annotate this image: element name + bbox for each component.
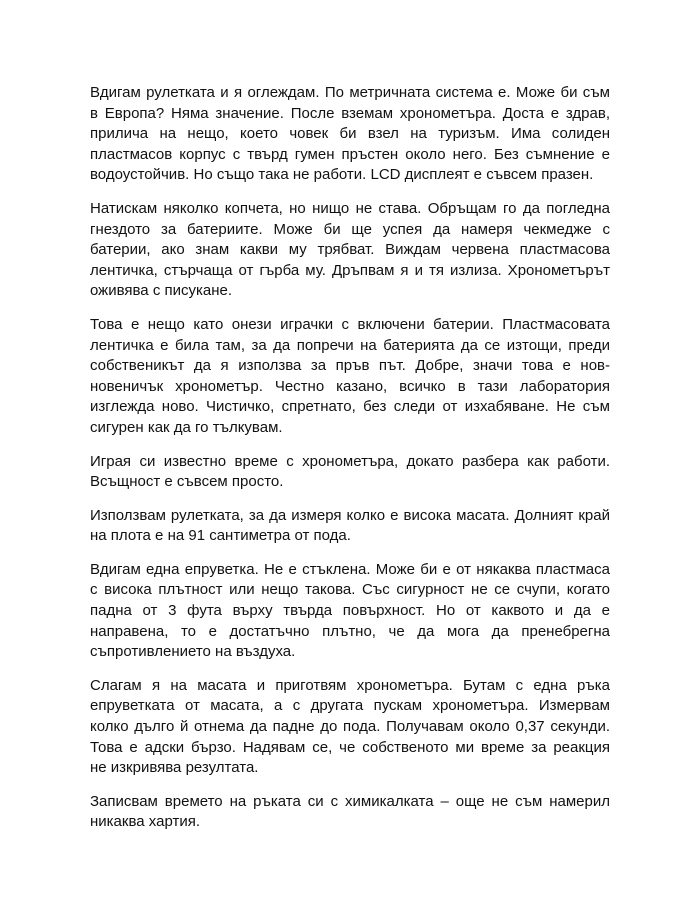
text-line: изглежда ново. Чистичко, спретнато, без следи от изхабяване. Не съм <box>90 398 610 416</box>
text-line: на плота е на 91 сантиметра от пода. <box>90 527 351 545</box>
text-line: в Европа? Няма значение. После вземам хронометъра. Доста е здрав, <box>90 104 610 122</box>
text-line: оживява с писукане. <box>90 282 233 300</box>
text-line: новеничък хронометър. Честно казано, всичко в тази лаборатория <box>90 377 610 395</box>
text-line: с висока плътност или нещо такова. Със сигурност не се счупи, когато <box>90 581 610 599</box>
paragraph-4 <box>90 452 610 493</box>
paragraph-8 <box>90 792 610 833</box>
text-line: Играя си известно време с хронометъра, докато разбера как работи. <box>90 452 610 470</box>
text-line: Вдигам една епруветка. Не е стъклена. Може би е от някаква пластмаса <box>90 560 610 578</box>
text-line: падна от 3 фута върху твърда повърхност. Но от каквото и да е <box>90 602 610 620</box>
text-line: никаква хартия. <box>90 813 200 831</box>
paragraph-7 <box>90 676 610 779</box>
text-line: прилича на нещо, което човек би взел на туризъм. Има солиден <box>90 125 610 143</box>
text-line: водоустойчив. Но също така не работи. LCD дисплеят е съвсем празен. <box>90 166 594 184</box>
paragraph-2 <box>90 199 610 302</box>
text-line: пластмасов корпус с твърд гумен пръстен около него. Без съмнение е <box>90 145 610 163</box>
text-line: собственикът да я използва за пръв път. Добре, значи това е нов- <box>90 357 610 375</box>
text-line: съпротивлението на въздуха. <box>90 643 296 661</box>
text-line: направена, то е достатъчно плътно, че да мога да пренебрегна <box>90 622 610 640</box>
text-line: колко дълго й отнема да падне до пода. Получавам около 0,37 секунди. <box>90 718 610 736</box>
text-line: Натискам няколко копчета, но нищо не става. Обръщам го да погледна <box>90 199 610 217</box>
text-line: сигурен как да го тълкувам. <box>90 418 283 436</box>
text-line: не изкривява резултата. <box>90 759 259 777</box>
text-line: Това е нещо като онези играчки с включени батерии. Пластмасовата <box>90 315 610 333</box>
text-line: гнездото за батериите. Може би ще успея да намеря чекмедже с <box>90 220 610 238</box>
text-line: Записвам времето на ръката си с химикалката – още не съм намерил <box>90 792 610 810</box>
text-line: лентичка, стърчаща от гърба му. Дръпвам я и тя излиза. Хронометърът <box>90 261 610 279</box>
text-line: Това е адски бързо. Надявам се, че собственото ми време за реакция <box>90 738 610 756</box>
paragraph-5 <box>90 506 610 547</box>
text-line: Всъщност е съвсем просто. <box>90 473 284 491</box>
text-line: епруветката от масата, а с другата пускам хронометъра. Измервам <box>90 697 610 715</box>
paragraph-6 <box>90 560 610 663</box>
document-body <box>90 83 610 846</box>
text-line: Използвам рулетката, за да измеря колко е висока масата. Долният край <box>90 506 610 524</box>
text-line: Слагам я на масата и приготвям хронометъра. Бутам с една ръка <box>90 676 610 694</box>
text-line: лентичка е била там, за да попречи на батерията да се изтощи, преди <box>90 336 610 354</box>
text-line: Вдигам рулетката и я оглеждам. По метричната система е. Може би съм <box>90 84 610 101</box>
text-line: батерии, ако знам какви му трябват. Виждам червена пластмасова <box>90 241 610 259</box>
paragraph-1 <box>90 83 610 186</box>
paragraph-3 <box>90 315 610 439</box>
